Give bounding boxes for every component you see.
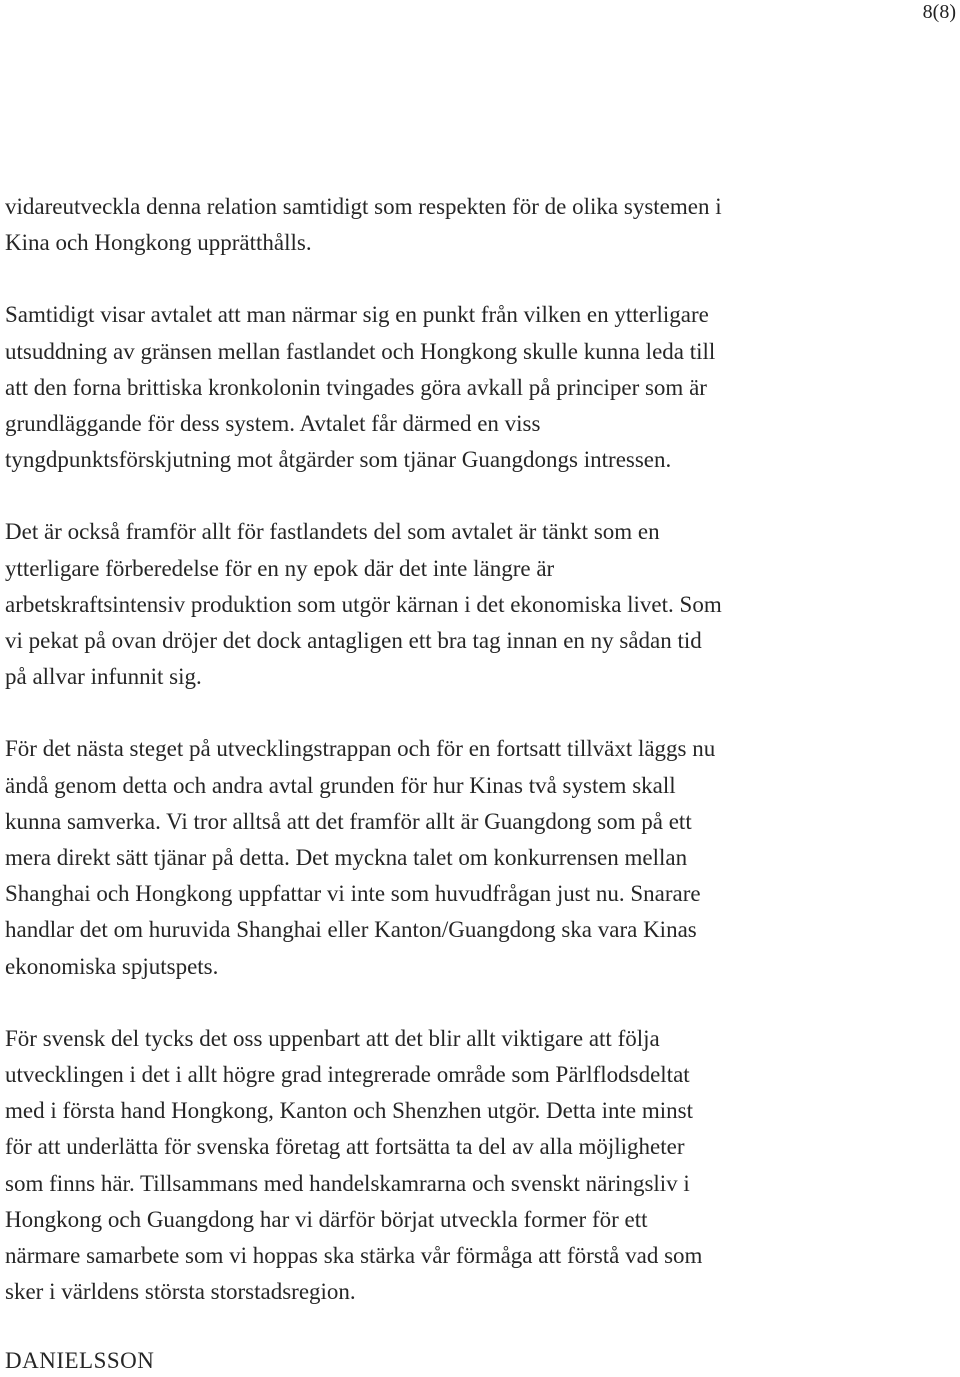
text-line: att den forna brittiska kronkolonin tvingades göra avkall på principer som är (5, 374, 707, 400)
text-line: som finns här. Tillsammans med handelskamrarna och svenskt näringsliv i (5, 1170, 690, 1196)
text-line: Shanghai och Hongkong uppfattar vi inte som huvudfrågan just nu. Snarare (5, 881, 701, 907)
paragraph-2 (5, 297, 850, 478)
text-line: utvecklingen i det i allt högre grad integrerade område som Pärlflodsdeltat (5, 1062, 690, 1088)
text-line: kunna samverka. Vi tror alltså att det framför allt är Guangdong som på ett (5, 808, 692, 834)
text-line: Hongkong och Guangdong har vi därför börjat utveckla former för ett (5, 1206, 648, 1232)
text-line: Det är också framför allt för fastlandets del som avtalet är tänkt som en (5, 519, 660, 545)
paragraph-5 (5, 1021, 850, 1311)
text-line: för att underlätta för svenska företag att fortsätta ta del av alla möjligheter (5, 1134, 685, 1160)
document-body (5, 189, 850, 1310)
text-line: mera direkt sätt tjänar på detta. Det myckna talet om konkurrensen mellan (5, 845, 688, 871)
text-line: För svensk del tycks det oss uppenbart att det blir allt viktigare att följa (5, 1025, 660, 1051)
text-line: ekonomiska spjutspets. (5, 953, 219, 979)
text-line: Samtidigt visar avtalet att man närmar sig en punkt från vilken en ytterligare (5, 302, 709, 328)
text-line: vidareutveckla denna relation samtidigt som respekten för de olika systemen i (5, 194, 722, 219)
text-line: tyngdpunktsförskjutning mot åtgärder som tjänar Guangdongs intressen. (5, 447, 672, 473)
text-line: ytterligare förberedelse för en ny epok där det inte längre är (5, 555, 555, 581)
text-line: grundläggande för dess system. Avtalet får därmed en viss (5, 411, 541, 437)
text-line: närmare samarbete som vi hoppas ska stärka vår förmåga att förstå vad som (5, 1243, 703, 1269)
text-line: arbetskraftsintensiv produktion som utgör kärnan i det ekonomiska livet. Som (5, 591, 722, 617)
text-line: vi pekat på ovan dröjer det dock antagligen ett bra tag innan en ny sådan tid (5, 628, 702, 654)
text-line: sker i världens största storstadsregion. (5, 1279, 356, 1305)
paragraph-4 (5, 731, 850, 984)
text-line: Kina och Hongkong upprätthålls. (5, 230, 312, 256)
author-signature: DANIELSSON (5, 1348, 155, 1373)
text-line: För det nästa steget på utvecklingstrappan och för en fortsatt tillväxt läggs nu (5, 736, 716, 762)
text-line: utsuddning av gränsen mellan fastlandet och Hongkong skulle kunna leda till (5, 338, 716, 364)
paragraph-3 (5, 514, 850, 695)
text-line: med i första hand Hongkong, Kanton och Shenzhen utgör. Detta inte minst (5, 1098, 693, 1124)
page-number: 8(8) (922, 1, 956, 23)
paragraph-1 (5, 189, 850, 261)
text-line: ändå genom detta och andra avtal grunden för hur Kinas två system skall (5, 772, 676, 798)
text-line: på allvar infunnit sig. (5, 664, 202, 690)
text-line: handlar det om huruvida Shanghai eller Kanton/Guangdong ska vara Kinas (5, 917, 697, 943)
